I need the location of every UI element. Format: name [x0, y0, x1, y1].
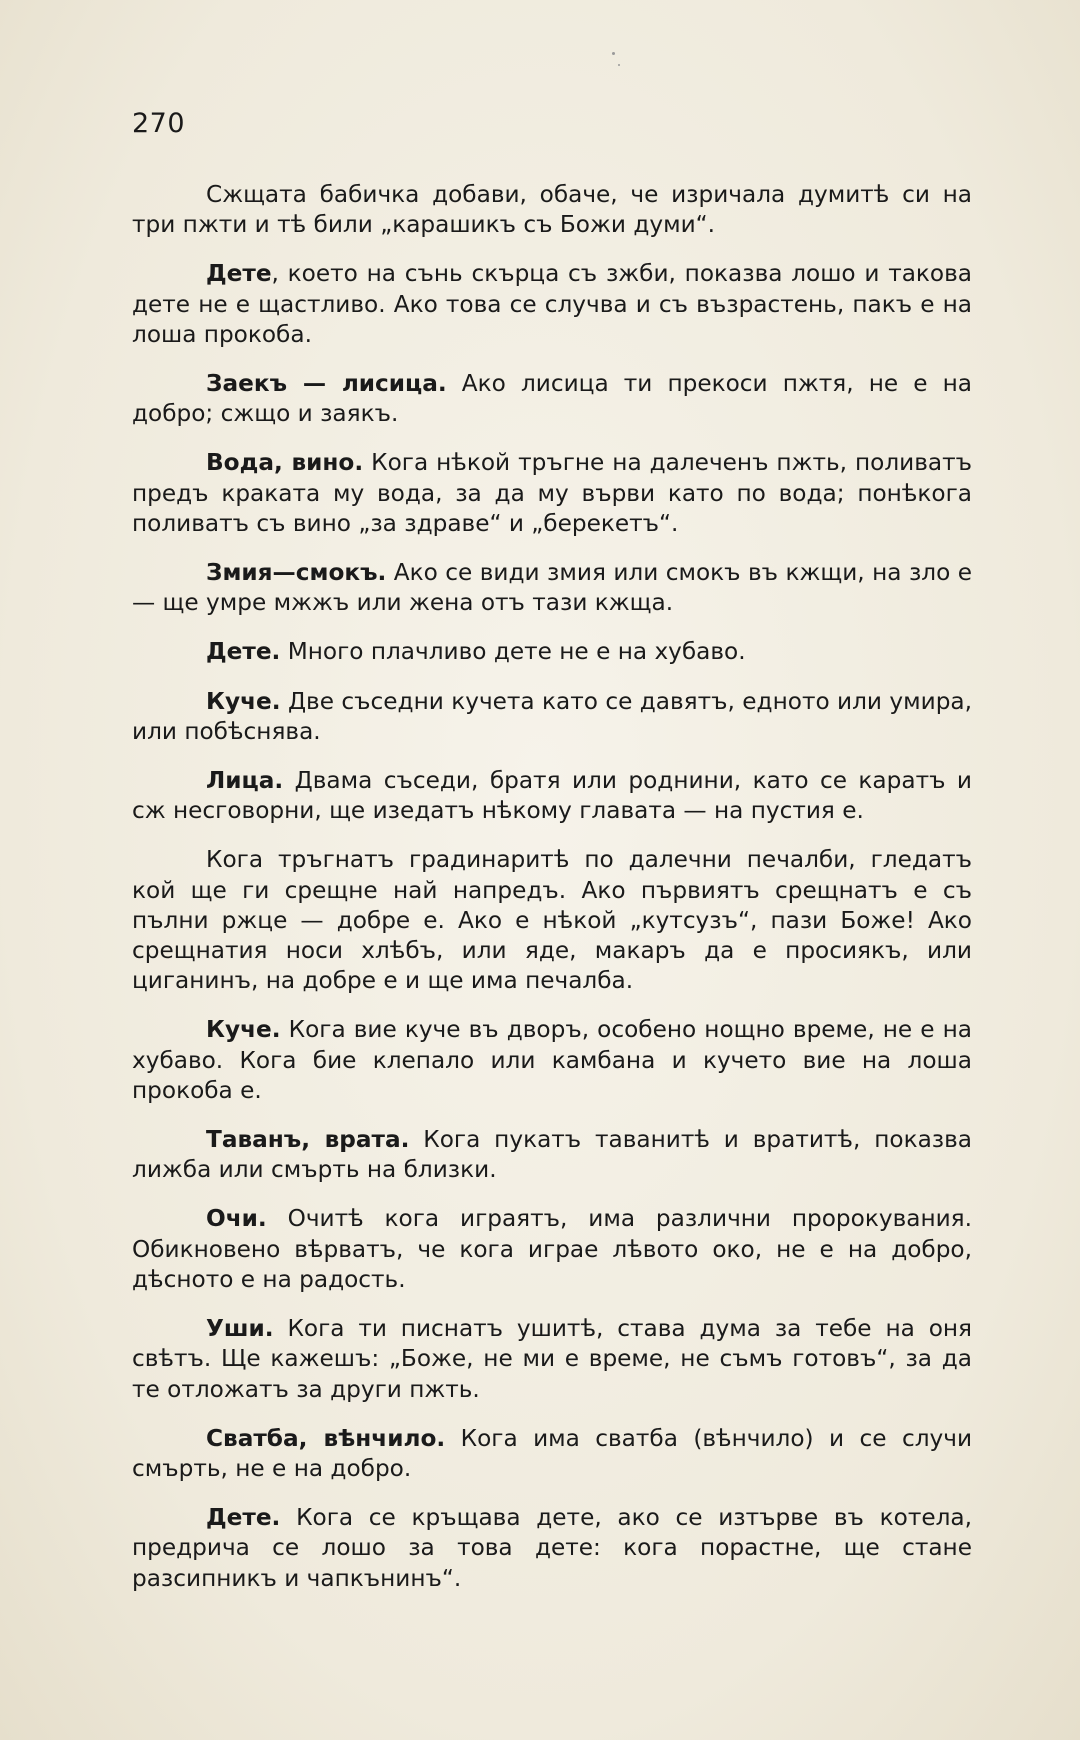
- paragraph-keyword: Сватба, вѣнчило.: [206, 1424, 446, 1452]
- paragraph-keyword: Куче.: [206, 687, 281, 715]
- paragraph-keyword: Змия—смокъ.: [206, 559, 387, 587]
- paragraph: [132, 1204, 972, 1295]
- paragraph-keyword: Очи.: [206, 1205, 267, 1233]
- paragraph: [132, 369, 972, 429]
- paragraph-text: Сжщата бабичка добави, обаче, че изричала думитѣ си на три пжти и тѣ били „карашикъ съ Божи думи“.: [132, 181, 972, 239]
- paragraph-text: , което на сънь скърца съ зжби, показва лошо и такова дете не е щастливо. Ако това се случва и съ възрастень, пакъ е на лоша прокоба.: [132, 260, 972, 348]
- text-body: [132, 180, 972, 1613]
- paragraph: [132, 766, 972, 826]
- paragraph-keyword: Дете.: [206, 638, 281, 666]
- paragraph: [132, 259, 972, 350]
- paragraph-keyword: Вода, вино.: [206, 449, 364, 477]
- paragraph-text: Кога има сватба (вѣнчило) и се случи смърть, не е на добро.: [132, 1424, 973, 1482]
- paragraph: [132, 180, 972, 240]
- page-number: 270: [132, 108, 186, 139]
- paragraph-text: Две съседни кучета като се давятъ, едното или умира, или побѣснява.: [132, 687, 972, 745]
- paragraph-keyword: Дете: [206, 260, 272, 288]
- paper-speck: [612, 52, 615, 55]
- paragraph-text: Кога нѣкой тръгне на далеченъ пжть, поливатъ предъ краката му вода, за да му върви като по вода; понѣкога поливатъ съ вино „за здраве“ и „берекетъ“.: [132, 449, 972, 537]
- paragraph-text: Кога ти писнатъ ушитѣ, става дума за тебе на оня свѣтъ. Ще кажешъ: „Боже, не ми е време, не съмъ готовъ“, за да те отложатъ за други пжть.: [132, 1315, 972, 1403]
- paragraph: [132, 845, 972, 996]
- paragraph-keyword: Заекъ — лисица.: [206, 370, 447, 398]
- paragraph-text: Двама съседи, братя или роднини, като се каратъ и сж несговорни, ще изедатъ нѣкому главата — на пустия е.: [132, 767, 972, 825]
- paragraph: [132, 1424, 972, 1484]
- paragraph-keyword: Дете.: [206, 1504, 281, 1532]
- paragraph: [132, 448, 972, 539]
- paragraph-keyword: Лица.: [206, 767, 284, 795]
- paragraph-text: Кога се кръщава дете, ако се изтърве въ котела, предрича се лошо за това дете: кога порастне, ще стане разсипникъ и чапкънинъ“.: [132, 1504, 972, 1592]
- paper-speck: [618, 64, 620, 66]
- paragraph-text: Кога тръгнатъ градинаритѣ по далечни печалби, гледатъ кой ще ги срещне най напредъ. Ако първиятъ срещнатъ е съ пълни ржце — добре е. Ако е нѣкой „кутсузъ“, пази Боже! Ако срещнатия носи хлѣбъ, или яде, макаръ да е просиякъ, или циганинъ, на добре е и ще има печалба.: [132, 846, 972, 995]
- paragraph-keyword: Куче.: [206, 1016, 281, 1044]
- paragraph-text: Кога вие куче въ дворъ, особено нощно време, не е на хубаво. Кога бие клепало или камбана и кучето вие на лоша прокоба е.: [132, 1016, 972, 1104]
- paragraph-keyword: Таванъ, врата.: [206, 1126, 410, 1154]
- paragraph: [132, 1015, 972, 1106]
- paragraph-text: Много плачливо дете не е на хубаво.: [280, 638, 746, 666]
- paragraph-text: Ако лисица ти прекоси пжтя, не е на добро; сжщо и заякъ.: [132, 370, 972, 428]
- paragraph: [132, 637, 972, 667]
- paragraph: [132, 687, 972, 747]
- paragraph-text: Кога пукатъ таванитѣ и вратитѣ, показва лижба или смърть на близки.: [132, 1126, 972, 1184]
- paragraph-text: Очитѣ кога играятъ, има различни пророкувания. Обикновено вѣрватъ, че кога играе лѣвото око, не е на добро, дѣсното е на радость.: [132, 1205, 972, 1293]
- paragraph-keyword: Уши.: [206, 1315, 274, 1343]
- paragraph-text: Ако се види змия или смокъ въ кжщи, на зло е — ще умре мжжъ или жена отъ тази кжща.: [132, 559, 972, 617]
- paragraph: [132, 1314, 972, 1405]
- paragraph: [132, 1125, 972, 1185]
- paragraph: [132, 1503, 972, 1594]
- paragraph: [132, 558, 972, 618]
